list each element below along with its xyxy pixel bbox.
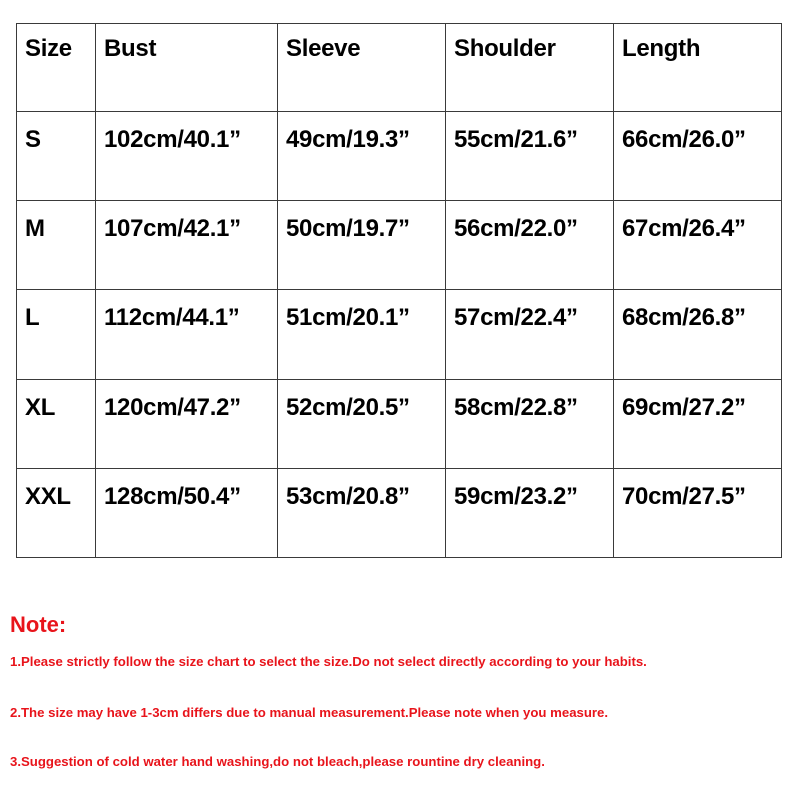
length-cell: 67cm/26.4” [614, 201, 782, 290]
shoulder-cell: 58cm/22.8” [446, 379, 614, 468]
note-line-1: 1.Please strictly follow the size chart to select the size.Do not select directly according to your habits. [10, 654, 647, 669]
note-line-2: 2.The size may have 1-3cm differs due to manual measurement.Please note when you measure. [10, 705, 609, 720]
shoulder-cell: 56cm/22.0” [446, 201, 614, 290]
bust-cell: 112cm/44.1” [96, 290, 278, 379]
note-title: Note: [10, 612, 67, 637]
size-cell: M [17, 201, 96, 290]
header-size: Size [17, 24, 96, 112]
sleeve-cell: 52cm/20.5” [278, 379, 446, 468]
shoulder-cell: 57cm/22.4” [446, 290, 614, 379]
length-cell: 70cm/27.5” [614, 468, 782, 557]
sleeve-cell: 53cm/20.8” [278, 468, 446, 557]
table-row [17, 290, 782, 379]
table-row [17, 379, 782, 468]
table-row [17, 468, 782, 557]
shoulder-cell: 55cm/21.6” [446, 112, 614, 201]
header-sleeve: Sleeve [278, 24, 446, 112]
table-header-row [17, 24, 782, 112]
header-length: Length [614, 24, 782, 112]
table-row [17, 201, 782, 290]
size-cell: L [17, 290, 96, 379]
size-cell: XXL [17, 468, 96, 557]
bust-cell: 120cm/47.2” [96, 379, 278, 468]
size-chart-table [16, 23, 782, 558]
length-cell: 69cm/27.2” [614, 379, 782, 468]
shoulder-cell: 59cm/23.2” [446, 468, 614, 557]
note-line-3: 3.Suggestion of cold water hand washing,do not bleach,please rountine dry cleaning. [10, 754, 545, 769]
sleeve-cell: 49cm/19.3” [278, 112, 446, 201]
table-row [17, 112, 782, 201]
size-cell: XL [17, 379, 96, 468]
header-shoulder: Shoulder [446, 24, 614, 112]
sleeve-cell: 50cm/19.7” [278, 201, 446, 290]
bust-cell: 107cm/42.1” [96, 201, 278, 290]
bust-cell: 102cm/40.1” [96, 112, 278, 201]
header-bust: Bust [96, 24, 278, 112]
sleeve-cell: 51cm/20.1” [278, 290, 446, 379]
length-cell: 66cm/26.0” [614, 112, 782, 201]
size-cell: S [17, 112, 96, 201]
length-cell: 68cm/26.8” [614, 290, 782, 379]
bust-cell: 128cm/50.4” [96, 468, 278, 557]
